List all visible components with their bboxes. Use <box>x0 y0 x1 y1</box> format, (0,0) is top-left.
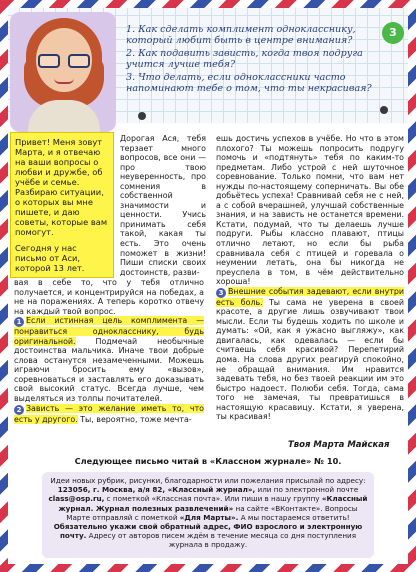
intro-box <box>10 132 114 278</box>
answer-3-text: Ты сама не уверена в своей красоте, а другие лишь озвучивают твои мысли. Если ты будешь ходить по школе и думать: «Ой, как я ужасно выгляжу», как двигалась, как одевалась — если бы считаешь себя красивой? Перепетирий дома. На слова других реагируй спокойно, не обращай внимания. Им нравится задевать тебя, но без твоей реакции им это быстро надоест. Полюби себя. Тогда, сама того не замечая, ты превратишься в настоящую красавицу. Кстати, я уверена, ты красивая! <box>216 297 405 422</box>
answer-1-text: Подмечай необычные достоинства мальчика. Иначе твои добрые слова останутся незамеченными. Можешь играючи бросить ему «вызов», соревноваться и заставлять его доказывать свой высокий статус. Всегда лучше, чем выделяться из толпы почитателей. <box>14 336 204 404</box>
glasses-icon <box>38 54 90 68</box>
footer-text: Адресу от авторов писем ждём в течение месяца со дня поступления журнала в продажу. <box>86 531 357 550</box>
answer-1-highlight: Если истинная цель комплимента — понравиться однокласснику, будь оригинальной. <box>14 316 204 346</box>
shirt-shape <box>28 100 100 132</box>
notebook-header <box>8 8 408 123</box>
footer-text: Идеи новых рубрик, рисунки, благодарности или пожелания присылай по адресу: <box>50 476 366 485</box>
footer-text: А мы постараемся ответить! <box>238 512 350 522</box>
answer-column-2 <box>216 134 404 422</box>
footer-address: 123056, г. Москва, а/я 82, «Классный журнал», <box>57 485 256 495</box>
footer-text: с пометкой «Классная почта». Или пиши в нашу группу <box>104 494 322 504</box>
footer-group: «Классный журнал. Журнал полезных развлечений» <box>58 494 368 513</box>
intro-letter-note: Сегодня у нас письмо от Аси, которой 13 лет. <box>15 243 85 273</box>
answer-2-continued: ешь достичь успехов в учёбе. Но что в этом плохого? Ты можешь попросить подругу помочь и «подтянуть» тебя по каким-то предметам. Либо устрой с ней шуточное соревнование. Только помни, что вам нет нужды по-настоящему соперничать. Вы обе добьётесь успеха! Сравнивай себя не с ней, а с собой вчерашней, улучшай собственные знания, и на зависть не останется времени. Кстати, подумай, что ты делаешь лучше подруги. Рыбы классно плавают, птицы отлично летают, но если бы рыба сравнивала себя с птицей и горевала о неумении летать, она бы никогда не преуспела в том, в чём действительно хороша! <box>216 134 404 287</box>
answer-column-1-top: Дорогая Ася, тебя терзает много вопросов, все они — про твою неуверенность, про сомнения в собственной значимости и ценности. Учись принимать себя такой, какая ты есть. Это очень поможет в жизни! Пиши списки своих достоинств, разви- <box>120 134 206 277</box>
contact-footer <box>42 472 374 558</box>
mouth-shape <box>54 78 74 84</box>
question-item: 1. Как сделать комплимент однокласснику, который любит быть в центре внимания? <box>126 24 356 46</box>
footer-required-note: Обязательно укажи свой обратный адрес, ФИО взрослого и электронную почту. <box>53 522 363 541</box>
question-item: 3. Что делать, если одноклассники часто напоминают тебе о том, что ты некрасивая? <box>126 72 372 94</box>
pin-icon <box>380 106 388 114</box>
intro-greeting: Привет! Меня зовут Марта, и я отвечаю на ваши вопросы о любви и дружбе, об учёбе и семье. Разбираю ситуации, о которых вы мне пишете, и даю советы, которые вам помогут. <box>15 137 108 237</box>
answer-3-highlight: Внешние события задевают, если внутри есть боль. <box>216 286 404 307</box>
footer-text: или по электронной почте <box>255 485 359 495</box>
answer-column-1 <box>14 278 204 424</box>
next-issue-promo: Следующее письмо читай в «Классном журнале» № 10. <box>74 456 342 466</box>
pin-icon <box>138 112 146 120</box>
magazine-page <box>8 8 408 564</box>
signature: Твоя Марта Майская <box>288 440 390 450</box>
footer-email: class@osp.ru, <box>48 494 105 504</box>
bullet-3-icon: 3 <box>216 288 226 298</box>
marta-portrait <box>10 12 116 132</box>
footer-text: на сайте «ВКонтакте». Вопросы Марте отправляй с пометкой <box>66 503 358 522</box>
questions-list <box>126 24 388 96</box>
answer-intro-text: вая в себе то, что у тебя отлично получается, и концентрируйся на победах, а не на поражениях. А теперь коротко отвечу на каждый твой вопрос. <box>14 278 204 316</box>
page-number: 3 <box>382 22 404 44</box>
answer-2-highlight: Зависть — это желание иметь то, что есть у другого. <box>14 403 204 424</box>
footer-marta-tag: «Для Марты». <box>179 512 239 522</box>
bullet-2-icon: 2 <box>14 405 24 415</box>
answer-2-text: Ты, вероятно, тоже мечта- <box>77 414 192 424</box>
bullet-1-icon: 1 <box>14 317 24 327</box>
question-item: 2. Как подавить зависть, когда твоя подруга учится лучше тебя? <box>126 48 363 70</box>
